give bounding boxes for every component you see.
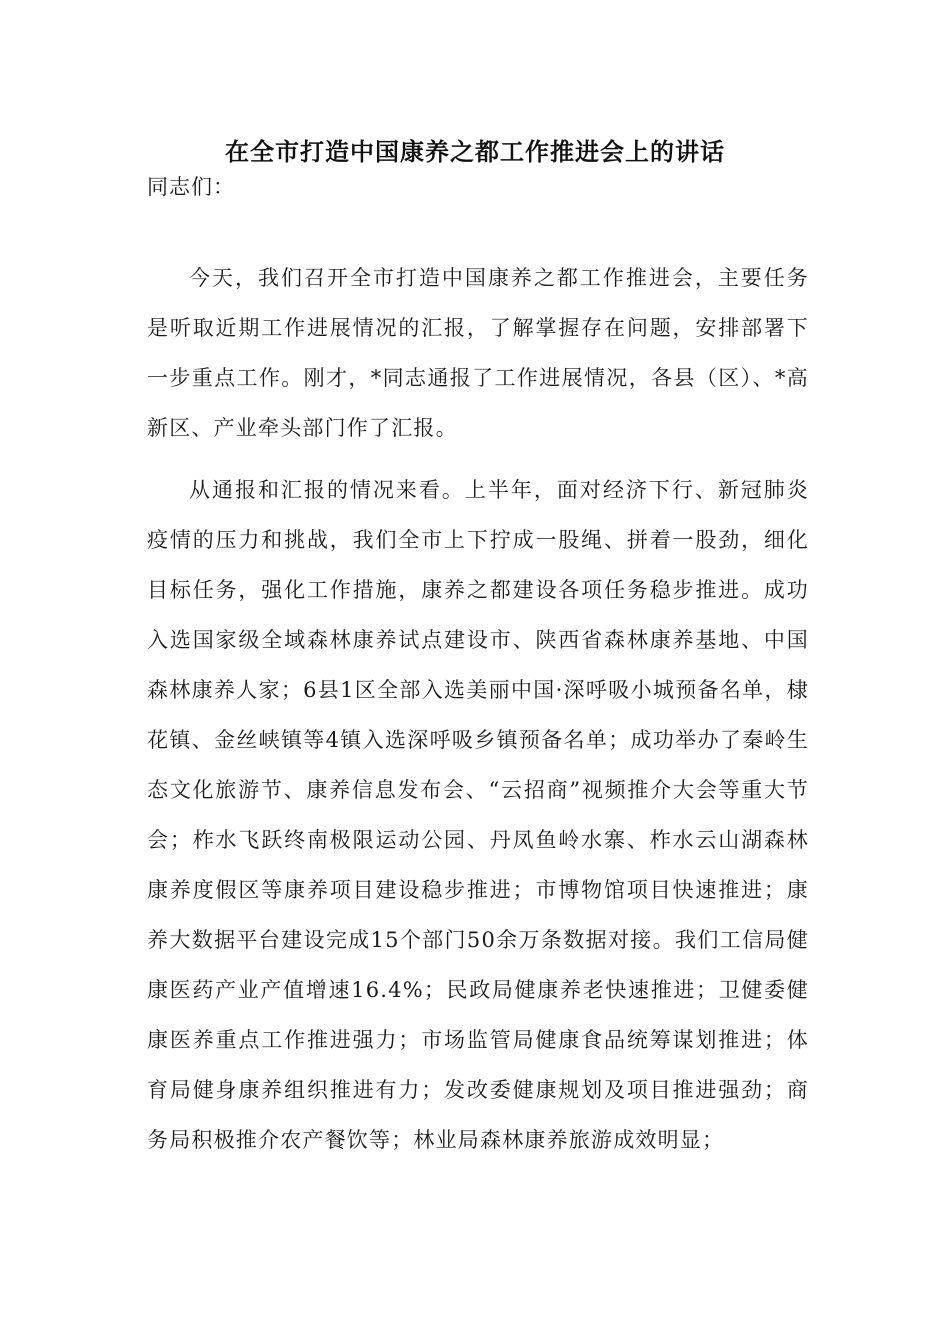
document-title: 在全市打造中国康养之都工作推进会上的讲话 — [225, 138, 725, 166]
paragraph: 今天，我们召开全市打造中国康养之都工作推进会，主要任务是听取近期工作进展情况的汇报，了解掌握存在问题，安排部署下一步重点工作。刚才，*同志通报了工作进展情况，各县（区）、*高新区、产业牵头部门作了汇报。 — [147, 266, 809, 440]
paragraph: 从通报和汇报的情况来看。上半年，面对经济下行、新冠肺炎疫情的压力和挑战，我们全市上下拧成一股绳、拼着一股劲，细化目标任务，强化工作措施，康养之都建设各项任务稳步推进。成功入选国家级全域森林康养试点建设市、陕西省森林康养基地、中国森林康养人家；6县1区全部入选美丽中国·深呼吸小城预备名单，棣花镇、金丝峡镇等4镇入选深呼吸乡镇预备名单；成功举办了秦岭生态文化旅游节、康养信息发布会、“云招商”视频推介大会等重大节会；柞水飞跃终南极限运动公园、丹凤鱼岭水寨、柞水云山湖森林康养度假区等康养项目建设稳步推进；市博物馆项目快速推进；康养大数据平台建设完成15个部门50余万条数据对接。我们工信局健康医药产业产值增速16.4%；民政局健康养老快速推进；卫健委健康医养重点工作推进强力；市场监管局健康食品统筹谋划推进；体育局健身康养组织推进有力；发改委健康规划及项目推进强劲；商务局积极推介农产餐饮等；林业局森林康养旅游成效明显； — [147, 478, 809, 1152]
greeting: 同志们： — [147, 175, 235, 199]
